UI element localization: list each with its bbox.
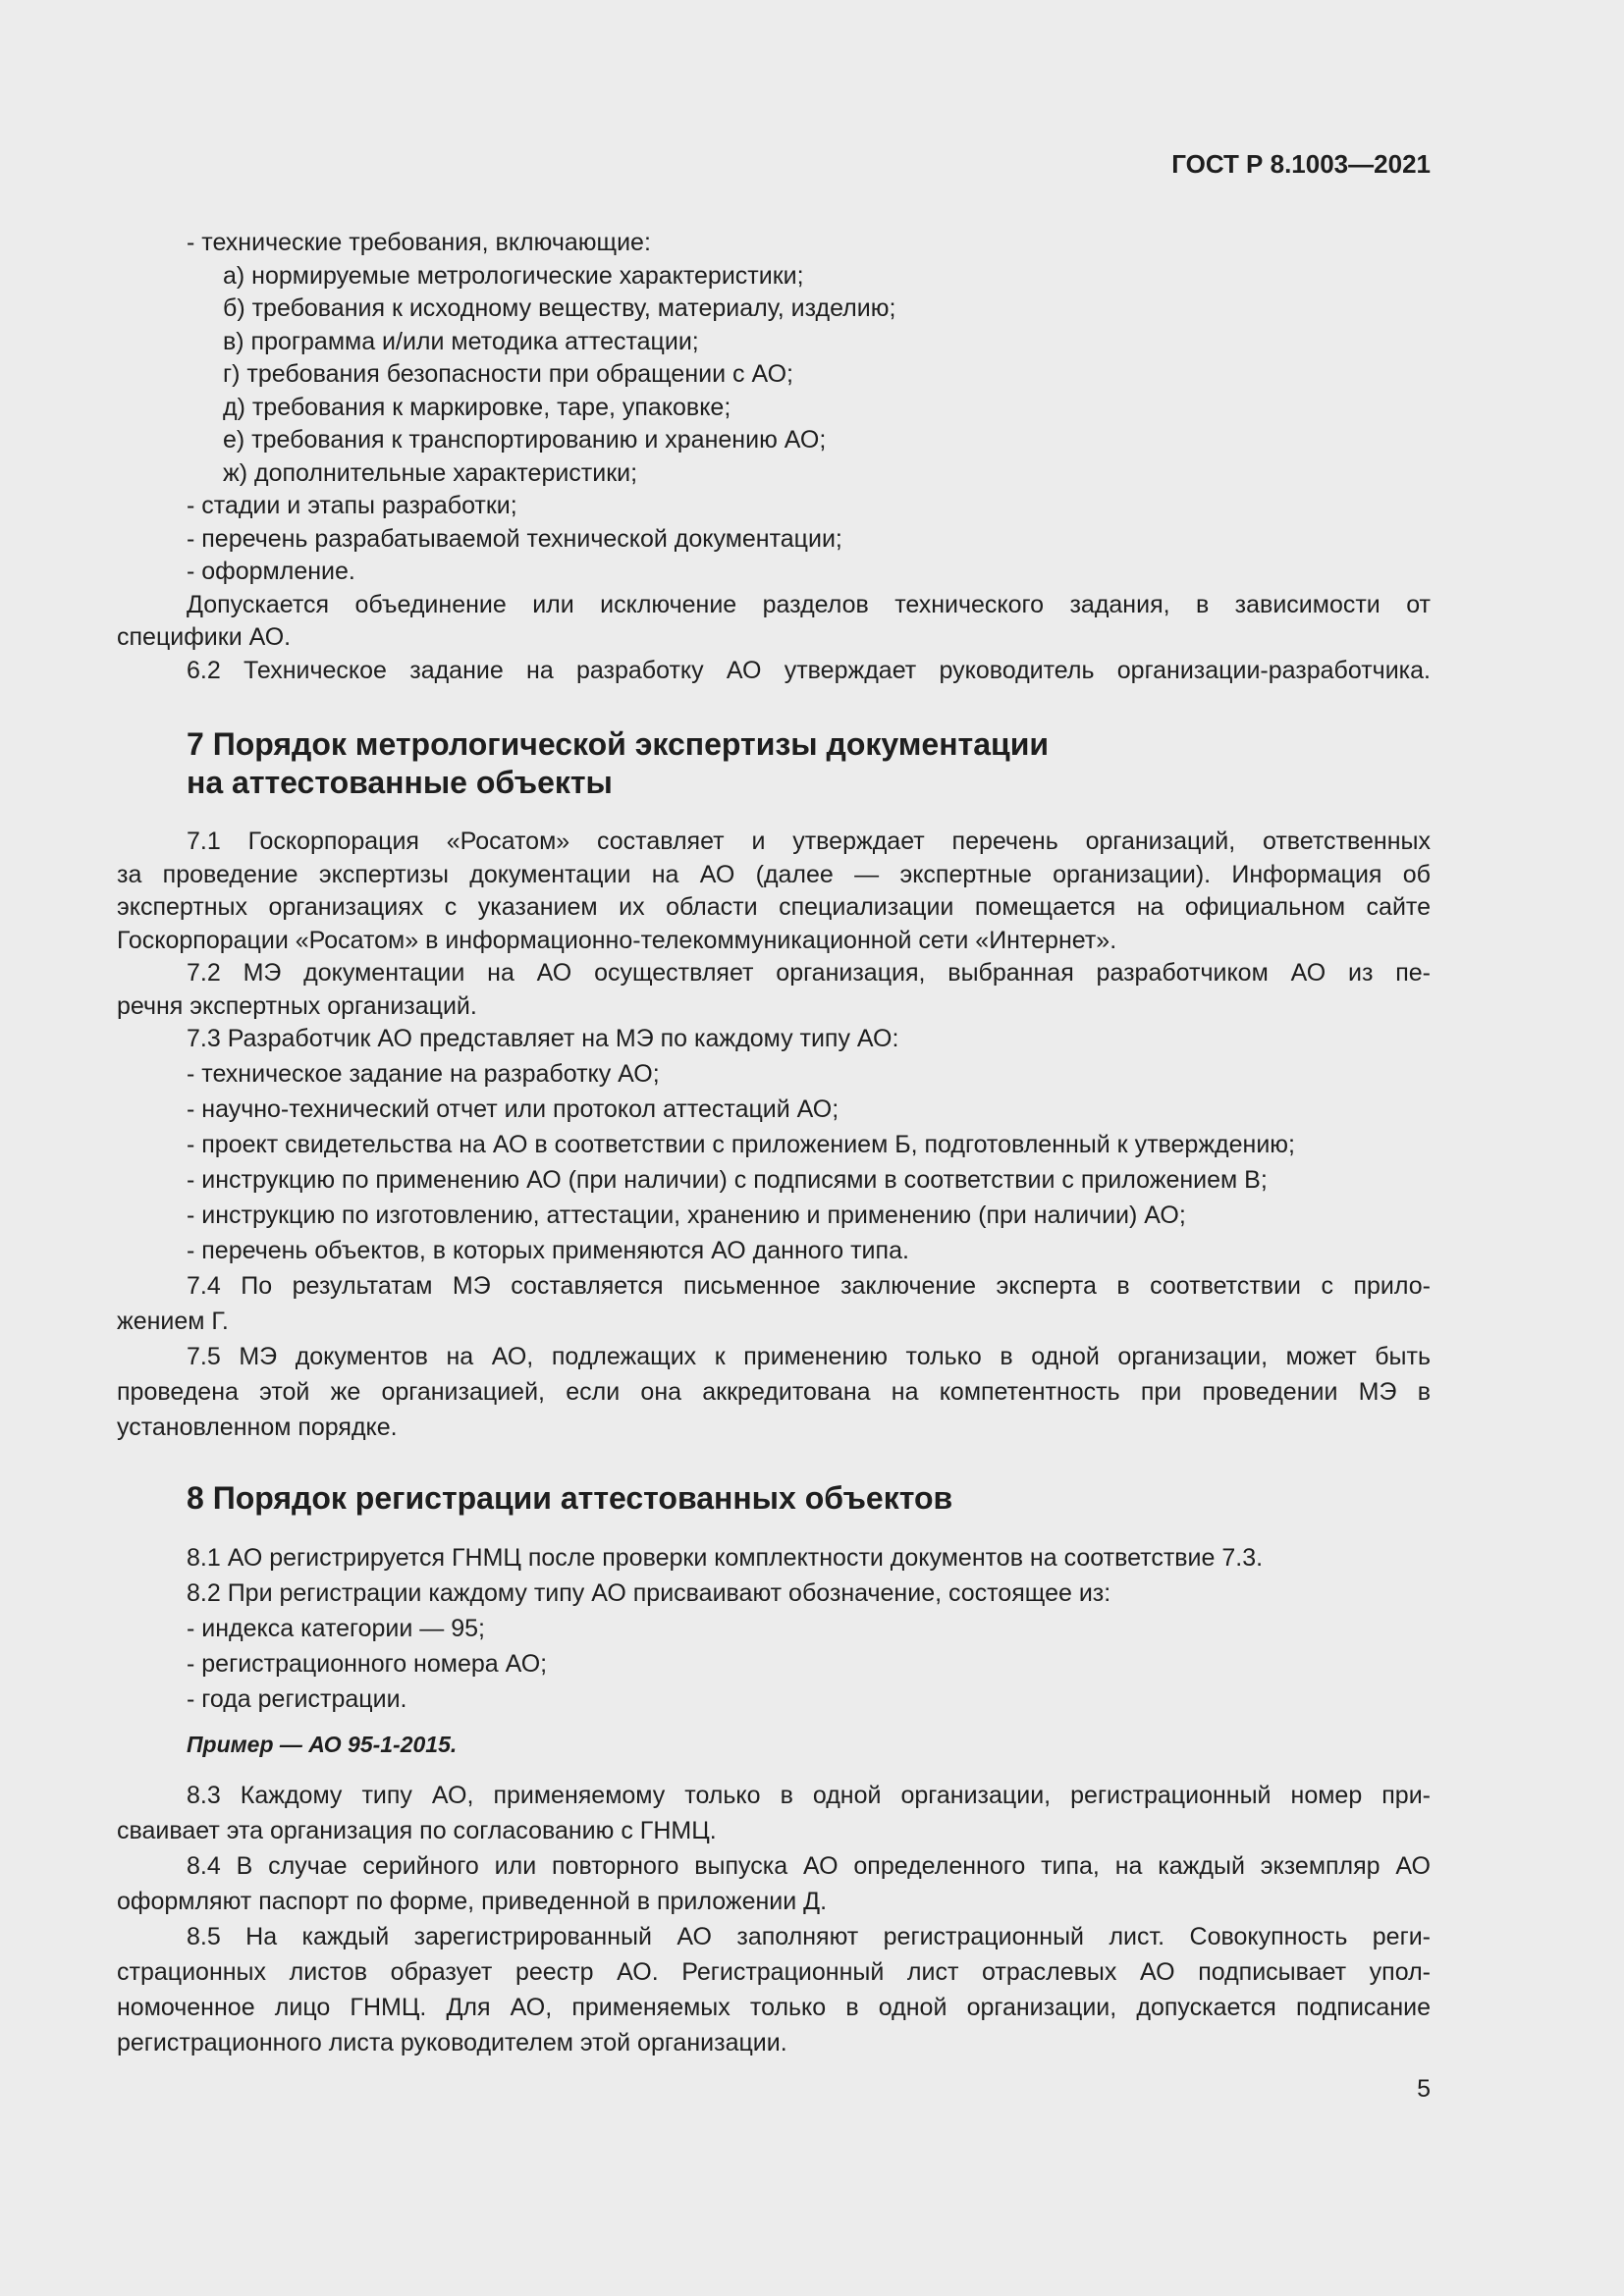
document-header: ГОСТ Р 8.1003—2021 — [1171, 149, 1431, 179]
paragraph-line: страционных листов образует реестр АО. Регистрационный лист отраслевых АО подписывает упол- — [117, 1958, 1431, 1986]
list-item: в) программа и/или методика аттестации; — [223, 327, 699, 355]
paragraph-line: 7.2 МЭ документации на АО осуществляет организация, выбранная разработчиком АО из пе- — [187, 959, 1431, 987]
page-number: 5 — [1417, 2075, 1431, 2103]
section-8-body — [117, 1540, 1431, 1717]
paragraph-line: 8.4 В случае серийного или повторного выпуска АО определенного типа, на каждый экземпляр АО — [187, 1852, 1431, 1880]
paragraph-line: регистрационного листа руководителем этой организации. — [117, 2029, 787, 2056]
section-7-heading — [187, 725, 1365, 802]
paragraph-line: сваивает эта организация по согласованию с ГНМЦ. — [117, 1817, 717, 1844]
section-7-title-line1: 7 Порядок метрологической экспертизы документации — [187, 726, 1050, 762]
section-8-heading: 8 Порядок регистрации аттестованных объектов — [187, 1480, 953, 1516]
list-item: ж) дополнительные характеристики; — [223, 458, 638, 487]
paragraph-line: номоченное лицо ГНМЦ. Для АО, применяемых только в одной организации, допускается подписание — [117, 1994, 1431, 2021]
requirements-list — [117, 227, 1431, 687]
list-item: - перечень объектов, в которых применяются АО данного типа. — [187, 1236, 909, 1264]
paragraph-line: 8.2 При регистрации каждому типу АО присваивают обозначение, состоящее из: — [187, 1579, 1111, 1607]
list-item: - года регистрации. — [187, 1685, 407, 1713]
list-item: - индекса категории — 95; — [187, 1615, 485, 1642]
paragraph-line: установленном порядке. — [117, 1413, 398, 1441]
paragraph-line: 8.3 Каждому типу АО, применяемому только в одной организации, регистрационный номер при- — [187, 1782, 1431, 1809]
list-item: - проект свидетельства на АО в соответствии с приложением Б, подготовленный к утверждению; — [187, 1130, 1296, 1158]
list-item: - оформление. — [187, 558, 355, 585]
paragraph-line: специфики АО. — [117, 623, 292, 651]
section-8-continued — [117, 1778, 1431, 2060]
paragraph-line: 7.4 По результатам МЭ составляется письменное заключение эксперта в соответствии с прило- — [187, 1271, 1431, 1300]
list-item: а) нормируемые метрологические характеристики; — [223, 261, 804, 290]
paragraph-line: проведена этой же организацией, если она аккредитована на компетентность при проведении МЭ в — [117, 1377, 1431, 1406]
list-item: - перечень разрабатываемой технической документации; — [187, 524, 842, 553]
paragraph-line: 7.5 МЭ документов на АО, подлежащих к применению только в одной организации, может быть — [187, 1342, 1431, 1370]
paragraph-line: оформляют паспорт по форме, приведенной в приложении Д. — [117, 1888, 828, 1915]
list-item: - инструкцию по применению АО (при наличии) с подписями в соответствии с приложением В; — [187, 1165, 1268, 1194]
paragraph-line: 7.1 Госкорпорация «Росатом» составляет и утверждает перечень организаций, ответственных — [187, 828, 1431, 855]
list-item: г) требования безопасности при обращении с АО; — [223, 360, 793, 388]
paragraph-line: 8.5 На каждый зарегистрированный АО заполняют регистрационный лист. Совокупность реги- — [187, 1923, 1431, 1950]
paragraph-line: 8.1 АО регистрируется ГНМЦ после проверки комплектности документов на соответствие 7.3. — [187, 1544, 1264, 1572]
section-7-body — [117, 826, 1431, 1445]
list-item: б) требования к исходному веществу, материалу, изделию; — [223, 294, 896, 322]
list-item: е) требования к транспортированию и хранению АО; — [223, 426, 827, 454]
list-item: - регистрационного номера АО; — [187, 1650, 548, 1678]
list-item: - научно-технический отчет или протокол аттестаций АО; — [187, 1095, 839, 1123]
list-item: - стадии и этапы разработки; — [187, 492, 517, 519]
paragraph-line: за проведение экспертизы документации на АО (далее — экспертные организации). Информация об — [117, 860, 1431, 888]
list-item: - технические требования, включающие: — [187, 229, 651, 256]
list-item: - техническое задание на разработку АО; — [187, 1059, 660, 1088]
list-item: д) требования к маркировке, таре, упаковке; — [223, 393, 731, 421]
section-7-title-line2: на аттестованные объекты — [187, 765, 613, 800]
list-item: - инструкцию по изготовлению, аттестации, хранению и применению (при наличии) АО; — [187, 1201, 1186, 1229]
paragraph-line: Госкорпорации «Росатом» в информационно-телекоммуникационной сети «Интернет». — [117, 926, 1117, 954]
paragraph-line: экспертных организациях с указанием их области специализации помещается на официальном сайте — [117, 893, 1431, 921]
example-note: Пример — АО 95-1-2015. — [187, 1732, 458, 1757]
paragraph-line: 7.3 Разработчик АО представляет на МЭ по каждому типу АО: — [187, 1025, 899, 1052]
paragraph-line: 6.2 Техническое задание на разработку АО утверждает руководитель организации-разработчика. — [187, 656, 1431, 684]
paragraph-line: жением Г. — [117, 1307, 229, 1335]
paragraph-line: Допускается объединение или исключение разделов технического задания, в зависимости от — [187, 590, 1431, 618]
paragraph-line: речня экспертных организаций. — [117, 991, 477, 1020]
